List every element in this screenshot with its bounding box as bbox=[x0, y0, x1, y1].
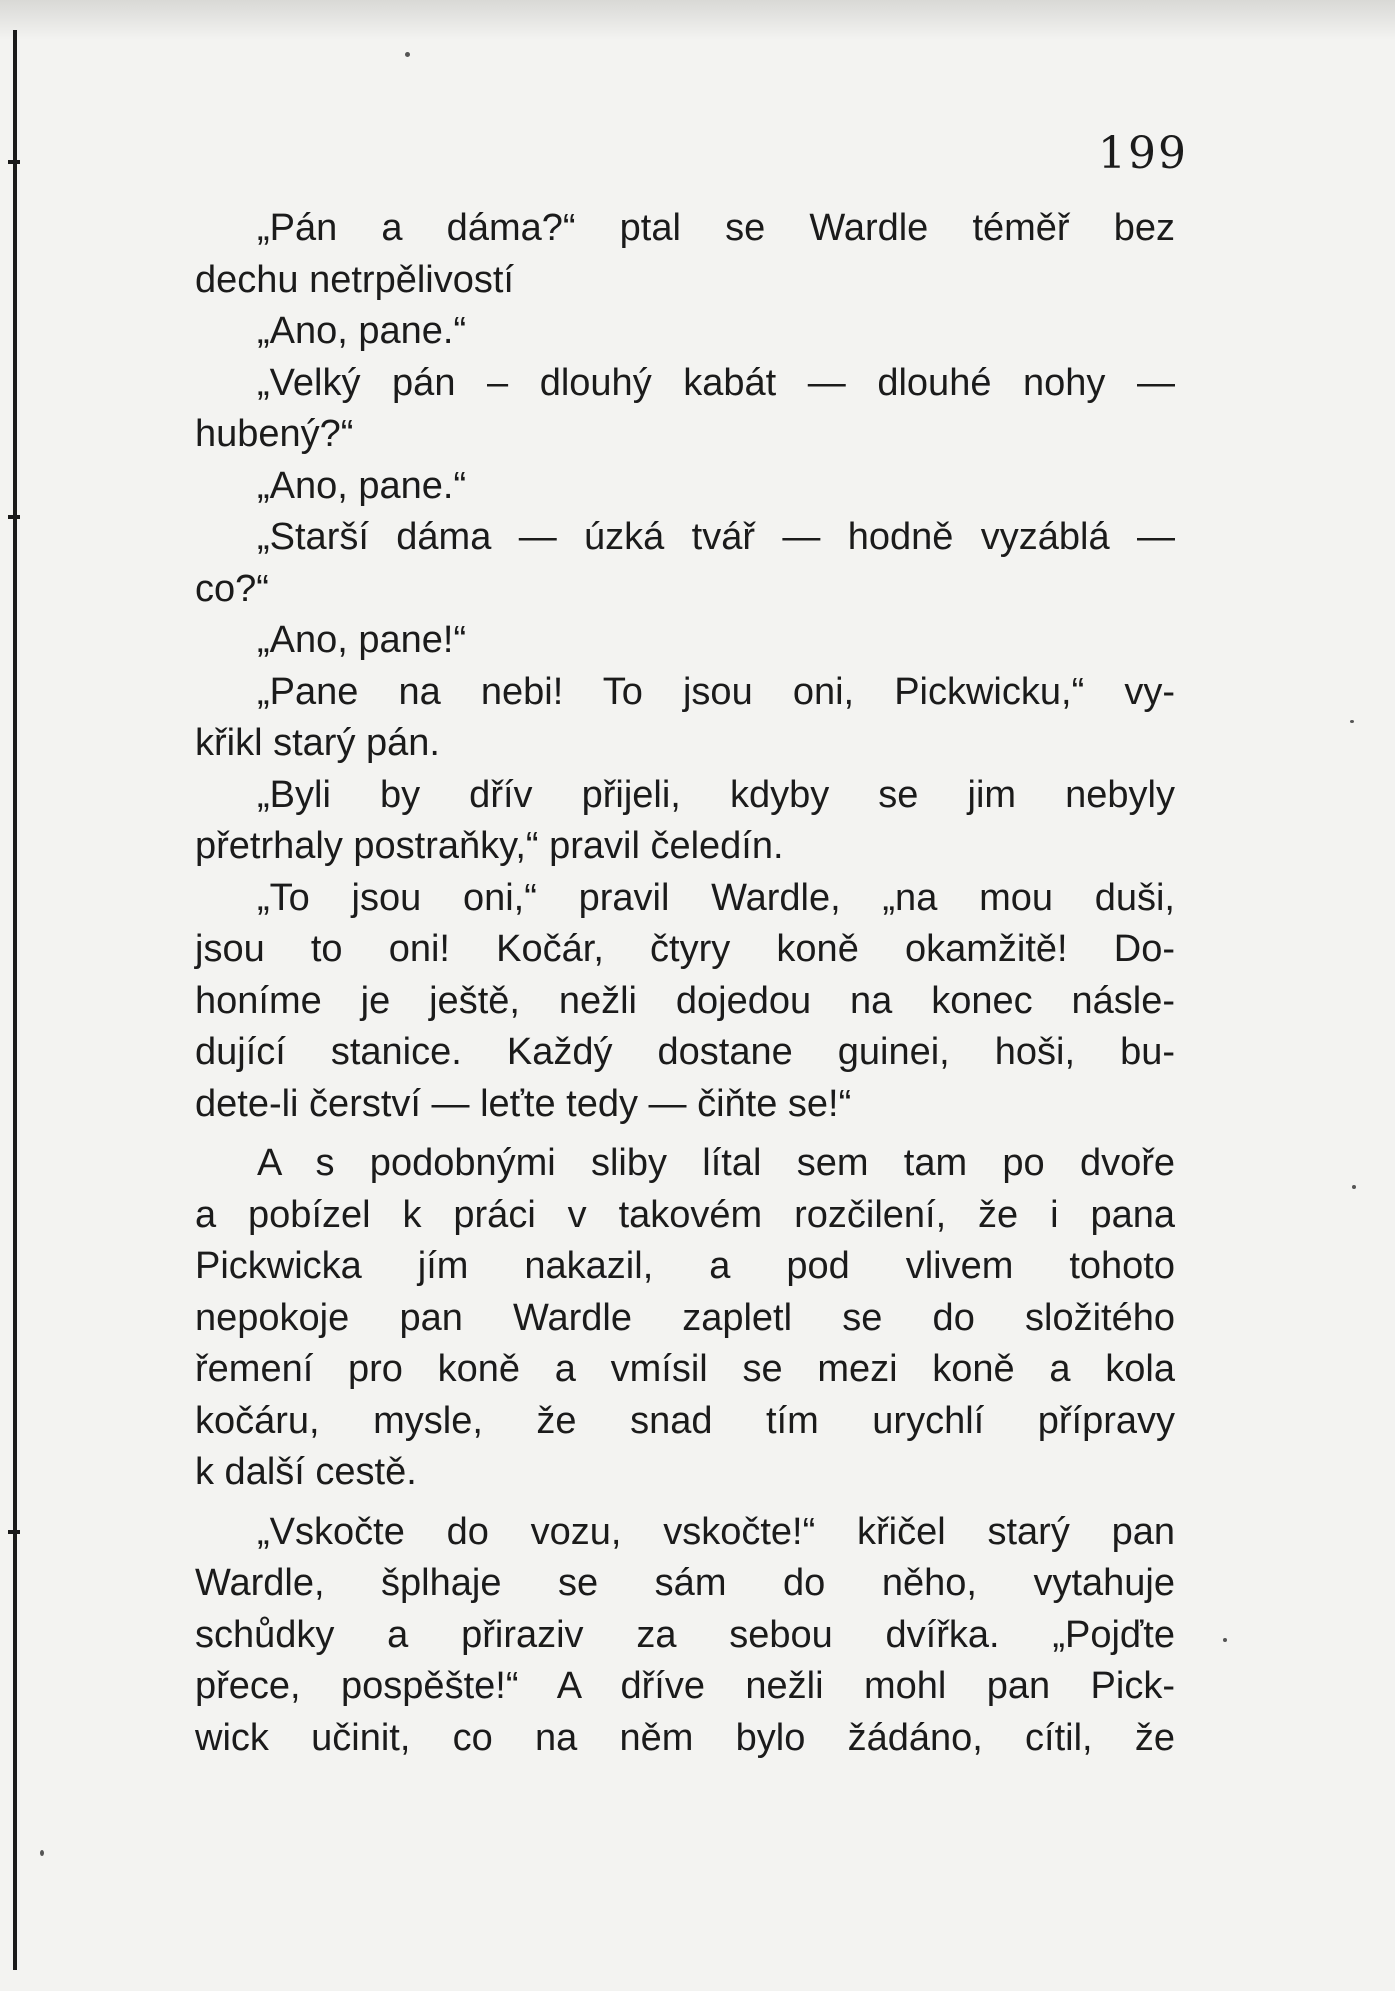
text-line: honíme je ještě, nežli dojedou na konec násle- bbox=[195, 979, 1175, 1022]
text-line: křikl starý pán. bbox=[195, 722, 440, 764]
text-line: „Vskočte do vozu, vskočte!“ křičel starý pan bbox=[257, 1510, 1175, 1553]
text-line: jsou to oni! Kočár, čtyry koně okamžitě! Do- bbox=[195, 928, 1175, 970]
paragraph-gap bbox=[195, 1499, 1175, 1507]
text-line: „Ano, pane.“ bbox=[257, 310, 467, 352]
text-line: kočáru, mysle, že snad tím urychlí přípravy bbox=[195, 1399, 1175, 1442]
text-line: „Ano, pane.“ bbox=[257, 464, 467, 507]
text-line: „To jsou oni,“ pravil Wardle, „na mou duši, bbox=[257, 876, 1175, 919]
binding-mark bbox=[8, 1530, 20, 1534]
text-line: přece, pospěšte!“ A dříve nežli mohl pan Pick- bbox=[195, 1665, 1175, 1707]
text-line: hubený?“ bbox=[195, 413, 354, 455]
paper-speck bbox=[40, 1850, 44, 1856]
text-line: Pickwicka jím nakazil, a pod vlivem tohoto bbox=[195, 1245, 1175, 1287]
text-line: k další cestě. bbox=[195, 1451, 417, 1493]
page-number: 199 bbox=[1098, 128, 1188, 179]
text-line: dující stanice. Každý dostane guinei, hoši, bu- bbox=[195, 1031, 1175, 1073]
paper-speck bbox=[1352, 1185, 1356, 1189]
text-line: dete-li čerství — leťte tedy — čiňte se!“ bbox=[195, 1082, 852, 1125]
text-line: „Byli by dřív přijeli, kdyby se jim nebyly bbox=[257, 773, 1175, 816]
binding-edge bbox=[13, 30, 17, 1970]
text-line: co?“ bbox=[195, 567, 269, 610]
text-line: schůdky a přiraziv za sebou dvířka. „Pojďte bbox=[195, 1613, 1175, 1656]
text-line: „Pán a dáma?“ ptal se Wardle téměř bez bbox=[257, 207, 1175, 249]
text-line: „Ano, pane!“ bbox=[257, 619, 467, 661]
paper-speck bbox=[1223, 1638, 1227, 1642]
paragraph-gap bbox=[195, 1130, 1175, 1138]
text-line: „Velký pán – dlouhý kabát — dlouhé nohy — bbox=[257, 361, 1175, 404]
text-line: přetrhaly postraňky,“ pravil čeledín. bbox=[195, 825, 784, 867]
text-line: „Starší dáma — úzká tvář — hodně vyzáblá — bbox=[257, 516, 1175, 558]
binding-mark bbox=[8, 515, 20, 519]
body-text bbox=[195, 203, 1175, 1764]
text-line: a pobízel k práci v takovém rozčilení, že i pana bbox=[195, 1193, 1175, 1236]
text-line: řemení pro koně a vmísil se mezi koně a kola bbox=[195, 1348, 1175, 1390]
page-top-shadow bbox=[0, 0, 1395, 40]
paper-speck bbox=[1350, 720, 1354, 723]
text-line: „Pane na nebi! To jsou oni, Pickwicku,“ vy- bbox=[257, 670, 1175, 713]
text-line: nepokoje pan Wardle zapletl se do složitého bbox=[195, 1296, 1175, 1339]
paper-speck bbox=[405, 52, 410, 57]
text-line: Wardle, šplhaje se sám do něho, vytahuje bbox=[195, 1562, 1175, 1604]
text-line: wick učinit, co na něm bylo žádáno, cítil, že bbox=[195, 1716, 1175, 1759]
text-line: dechu netrpělivostí bbox=[195, 258, 514, 301]
binding-mark bbox=[8, 160, 20, 164]
text-line: A s podobnými sliby lítal sem tam po dvoře bbox=[257, 1142, 1175, 1184]
